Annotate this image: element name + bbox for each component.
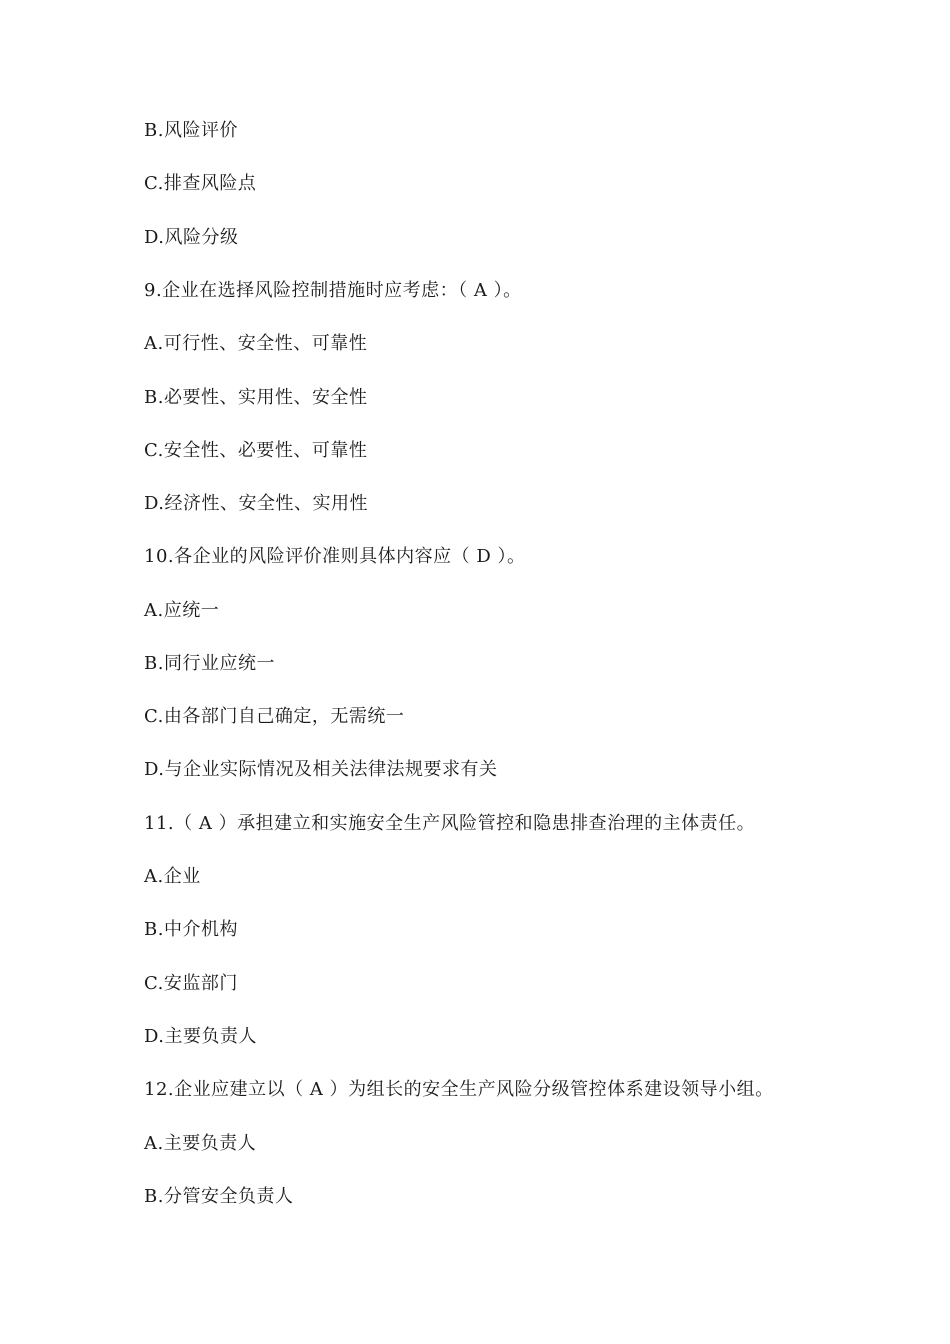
question-text: 9.企业在选择风险控制措施时应考虑：（ A ）。: [144, 280, 522, 301]
option-text: D.经济性、安全性、实用性: [144, 493, 369, 514]
option-text: B.风险评价: [144, 120, 238, 141]
option-text: C.安全性、必要性、可靠性: [144, 440, 368, 461]
option-text: B.必要性、实用性、安全性: [144, 387, 368, 408]
option-text: A.企业: [144, 866, 201, 887]
option-text: C.安监部门: [144, 973, 238, 994]
option-text: A.主要负责人: [144, 1133, 257, 1154]
question-text: 10.各企业的风险评价准则具体内容应（ D ）。: [144, 546, 526, 567]
option-text: B.同行业应统一: [144, 653, 275, 674]
option-text: D.风险分级: [144, 227, 239, 248]
question-text: 12.企业应建立以（ A ）为组长的安全生产风险分级管控体系建设领导小组。: [144, 1079, 774, 1100]
option-text: B.中介机构: [144, 919, 238, 940]
option-text: B.分管安全负责人: [144, 1186, 294, 1207]
option-text: D.主要负责人: [144, 1026, 258, 1047]
option-text: C.排查风险点: [144, 173, 257, 194]
option-text: C.由各部门自己确定，无需统一: [144, 706, 405, 727]
question-text: 11.（ A ）承担建立和实施安全生产风险管控和隐患排查治理的主体责任。: [144, 813, 756, 834]
option-text: A.可行性、安全性、可靠性: [144, 333, 368, 354]
option-text: A.应统一: [144, 600, 220, 621]
option-text: D.与企业实际情况及相关法律法规要求有关: [144, 759, 498, 780]
